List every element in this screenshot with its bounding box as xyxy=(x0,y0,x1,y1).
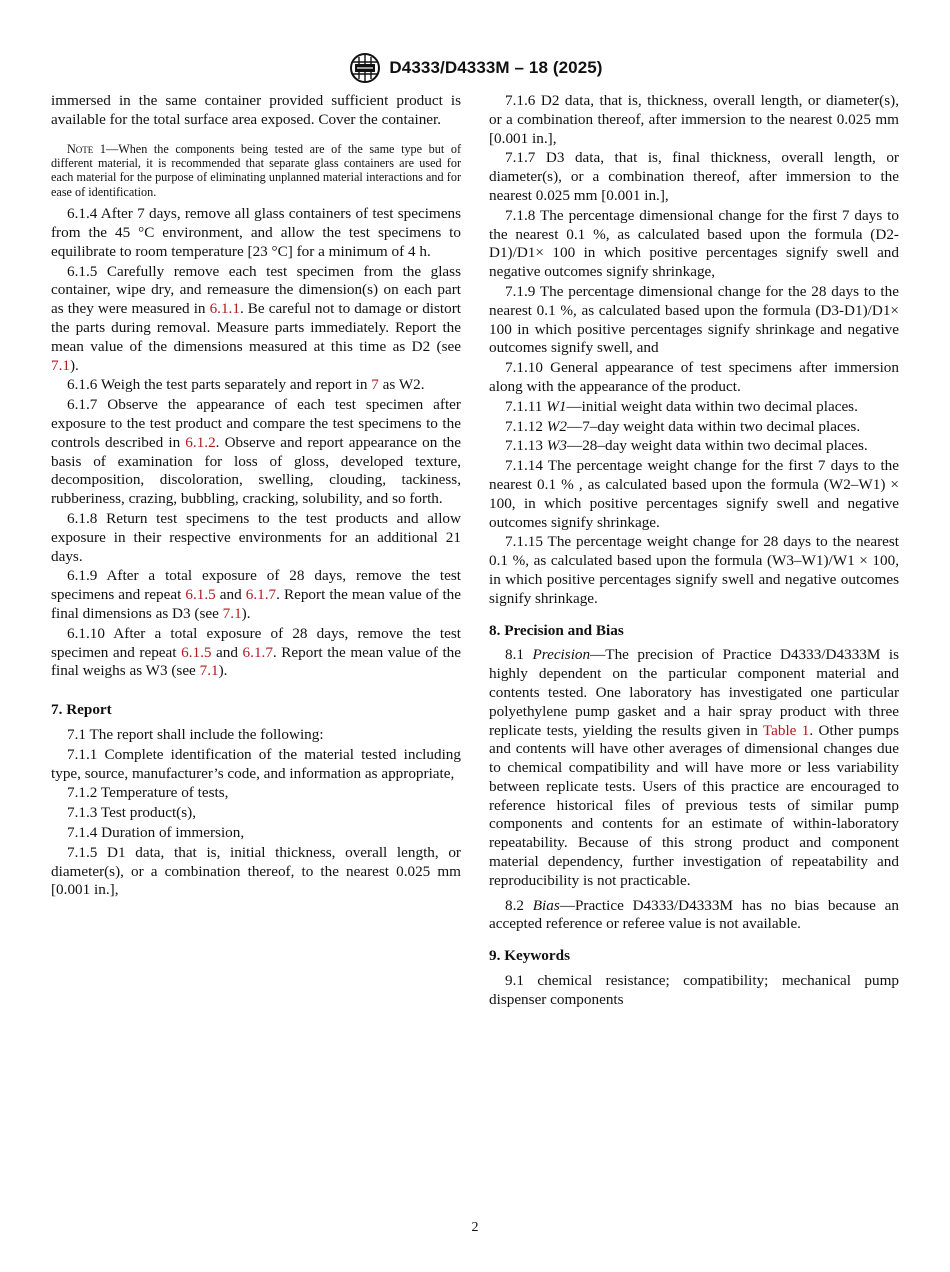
paragraph-7-1-4: 7.1.4 Duration of immersion, xyxy=(67,823,245,841)
paragraph-7-1-2: 7.1.2 Temperature of tests, xyxy=(67,784,229,802)
text-span: ). xyxy=(69,356,79,374)
paragraph-7-1-10: 7.1.10 General appearance of test specimens after immersion along with the appearance of the product. xyxy=(489,359,899,395)
paragraph-7-1-3: 7.1.3 Test product(s), xyxy=(67,804,196,822)
text-span: . Be careful not to damage or distort the parts during removal. Measure parts immediately. Report the mean value of the dimensions measured at this time as D2 (see xyxy=(51,300,462,355)
text-span: 6.1.10 After a total exposure of 28 days, remove the test specimen and repeat xyxy=(51,624,461,661)
document-designation: D4333/D4333M – 18 (2025) xyxy=(389,58,603,77)
link-6-1-1[interactable]: 6.1.1 xyxy=(209,300,240,318)
paragraph-6-1-9 xyxy=(51,567,461,623)
text-span: . Other pumps and contents will have other averages of dimensional changes due to chemical compatibility and will have more or less variability between replicate tests. Users of this practice are encouraged to reference historical files of previous tests of similar pump components and contents for an estimate of within-laboratory repeatability. Because of this strong product and component material dependency, further investigation of repeatability and reproducibility is not practicable. xyxy=(489,721,900,889)
text-span: and xyxy=(211,643,243,661)
text-span: 6.1.9 After a total exposure of 28 days, remove the test specimens and repeat xyxy=(51,567,461,604)
note-1 xyxy=(51,142,461,200)
text-span: . Report the mean value of the final dimensions as D3 (see xyxy=(51,586,461,622)
paragraph-6-1-8: 6.1.8 Return test specimens to the test products and allow exposure in their respective environments for an additional 21 days. xyxy=(51,509,461,565)
page-header xyxy=(0,52,950,84)
text-span: 7.1.11 xyxy=(505,397,547,415)
right-column xyxy=(489,92,899,1011)
link-7-1[interactable]: 7.1 xyxy=(199,662,219,680)
left-column xyxy=(51,92,461,901)
paragraph-7-1-8: 7.1.8 The percentage dimensional change for the first 7 days to the nearest 0.1 %, as calculated based upon the formula (D2-D1)/D1× 100 in which positive percentages signify swell and negative outcomes signify shrinkage, xyxy=(489,206,899,281)
link-6-1-7[interactable]: 6.1.7 xyxy=(242,643,273,661)
paragraph-6-1-7 xyxy=(51,396,461,509)
astm-logo-icon xyxy=(347,52,383,84)
paragraph-6-1-6 xyxy=(51,376,461,395)
paragraph-7-1-13 xyxy=(489,437,899,456)
link-table-1[interactable]: Table 1 xyxy=(762,721,810,739)
text-span: 7.1.13 xyxy=(505,437,547,455)
link-7-1[interactable]: 7.1 xyxy=(222,604,242,622)
paragraph-8-2 xyxy=(489,897,899,935)
paragraph-7-1: 7.1 The report shall include the following: xyxy=(67,725,324,743)
text-span: as W2. xyxy=(378,376,425,394)
paragraph-8-1 xyxy=(489,646,899,890)
paragraph-9-1: 9.1 chemical resistance; compatibility; mechanical pump dispenser components xyxy=(489,972,899,1008)
text-span: 8.1 xyxy=(505,646,533,664)
text-span: —The precision of Practice D4333/D4333M is highly dependent on the particular component material and contents tested. One laboratory has investigated one particular polyethylene pump gasket and a hair spray product with three replicate tests, yielding the results given in xyxy=(489,646,899,739)
term-w3: W3 xyxy=(546,437,568,455)
note-label: Note 1 xyxy=(67,141,107,156)
paragraph-7-1-9: 7.1.9 The percentage dimensional change for the 28 days to the nearest 0.1 %, as calculated based upon the formula (D3-D1)/D1× 100 in which positive percentages signify shrinkage and negative outcomes signify swell, and xyxy=(489,282,899,357)
text-span: 6.1.5 Carefully remove each test specimen from the glass container, wipe dry, and remeasure the dimension(s) on each part as they were measured in xyxy=(51,262,461,318)
paragraph-7-1-11 xyxy=(489,398,899,417)
term-w2: W2 xyxy=(546,417,568,435)
text-span: —initial weight data within two decimal places. xyxy=(566,397,858,415)
link-7[interactable]: 7 xyxy=(371,376,379,394)
text-span: ). xyxy=(218,662,228,680)
text-span: —28–day weight data within two decimal places. xyxy=(567,437,868,455)
text-span: and xyxy=(215,586,246,604)
text-span: 6.1.7 Observe the appearance of each test specimen after exposure to the test product and compare the test specimens to the controls described in xyxy=(51,396,461,451)
term-w1: W1 xyxy=(546,397,567,415)
paragraph-continued: immersed in the same container provided sufficient product is available for the total surface area exposed. Cover the container. xyxy=(51,92,461,128)
paragraph-7-1-14: 7.1.14 The percentage weight change for the first 7 days to the nearest 0.1 % , as calculated based upon the formula (W2–W1) × 100, in which positive percentages signify swell and negative outcomes signify shrinkage. xyxy=(489,457,899,531)
paragraph-6-1-5 xyxy=(51,263,461,376)
paragraph-7-1-12 xyxy=(489,418,899,437)
section-heading-report: 7. Report xyxy=(51,701,112,719)
paragraph-7-1-6: 7.1.6 D2 data, that is, thickness, overall length, or diameter(s), or a combination thereof, after immersion to the nearest 0.025 mm [0.001 in.], xyxy=(489,92,899,147)
link-6-1-5[interactable]: 6.1.5 xyxy=(181,643,212,661)
text-span: . Observe and report appearance on the basis of examination for loss of gloss, developed texture, decomposition, discoloration, swelling, clouding, tackiness, rubberiness, crazing, bubbling, cracking, solubility, and so forth. xyxy=(51,433,462,508)
text-span: 8.2 xyxy=(505,896,533,914)
link-6-1-7[interactable]: 6.1.7 xyxy=(245,586,277,604)
paragraph-6-1-4: 6.1.4 After 7 days, remove all glass containers of test specimens from the 45 °C environment, and allow the test specimens to equilibrate to room temperature [23 °C] for a minimum of 4 h. xyxy=(51,205,461,260)
section-heading-keywords: 9. Keywords xyxy=(489,947,570,965)
page-number: 2 xyxy=(471,1220,479,1235)
text-span: —Practice D4333/D4333M has no bias because an accepted reference or referee value is not available. xyxy=(489,896,899,933)
text-span: ). xyxy=(241,604,251,622)
note-text: —When the components being tested are of the same type but of different material, it is recommended that separate glass containers are used for each material for the purpose of eliminating unplanned material interactions and for ease of identification. xyxy=(51,141,462,199)
text-span: —7–day weight data within two decimal places. xyxy=(567,417,861,435)
term-precision: Precision xyxy=(532,646,591,664)
text-span: 7.1.12 xyxy=(505,417,547,435)
link-7-1[interactable]: 7.1 xyxy=(51,356,70,374)
paragraph-6-1-10 xyxy=(51,625,461,681)
link-6-1-5[interactable]: 6.1.5 xyxy=(185,586,216,604)
paragraph-7-1-1: 7.1.1 Complete identification of the material tested including type, source, manufacturer’s code, and information as appropriate, xyxy=(51,745,461,782)
paragraph-7-1-15: 7.1.15 The percentage weight change for 28 days to the nearest 0.1 %, as calculated based upon the formula (W3–W1)/W1 × 100, in which positive percentages signify swell and negative outcomes signify shrinkage. xyxy=(489,533,899,607)
term-bias: Bias xyxy=(532,896,560,914)
link-6-1-2[interactable]: 6.1.2 xyxy=(185,433,216,451)
paragraph-7-1-5: 7.1.5 D1 data, that is, initial thickness, overall length, or diameter(s), or a combination thereof, to the nearest 0.025 mm [0.001 in.], xyxy=(51,843,461,899)
text-span: 6.1.6 Weigh the test parts separately and report in xyxy=(67,376,372,394)
text-span: . Report the mean value of the final weighs as W3 (see xyxy=(51,643,462,680)
section-heading-precision-bias: 8. Precision and Bias xyxy=(489,621,624,639)
paragraph-7-1-7: 7.1.7 D3 data, that is, final thickness, overall length, or diameter(s), or a combination thereof, after immersion to the nearest 0.025 mm [0.001 in.], xyxy=(489,149,899,204)
